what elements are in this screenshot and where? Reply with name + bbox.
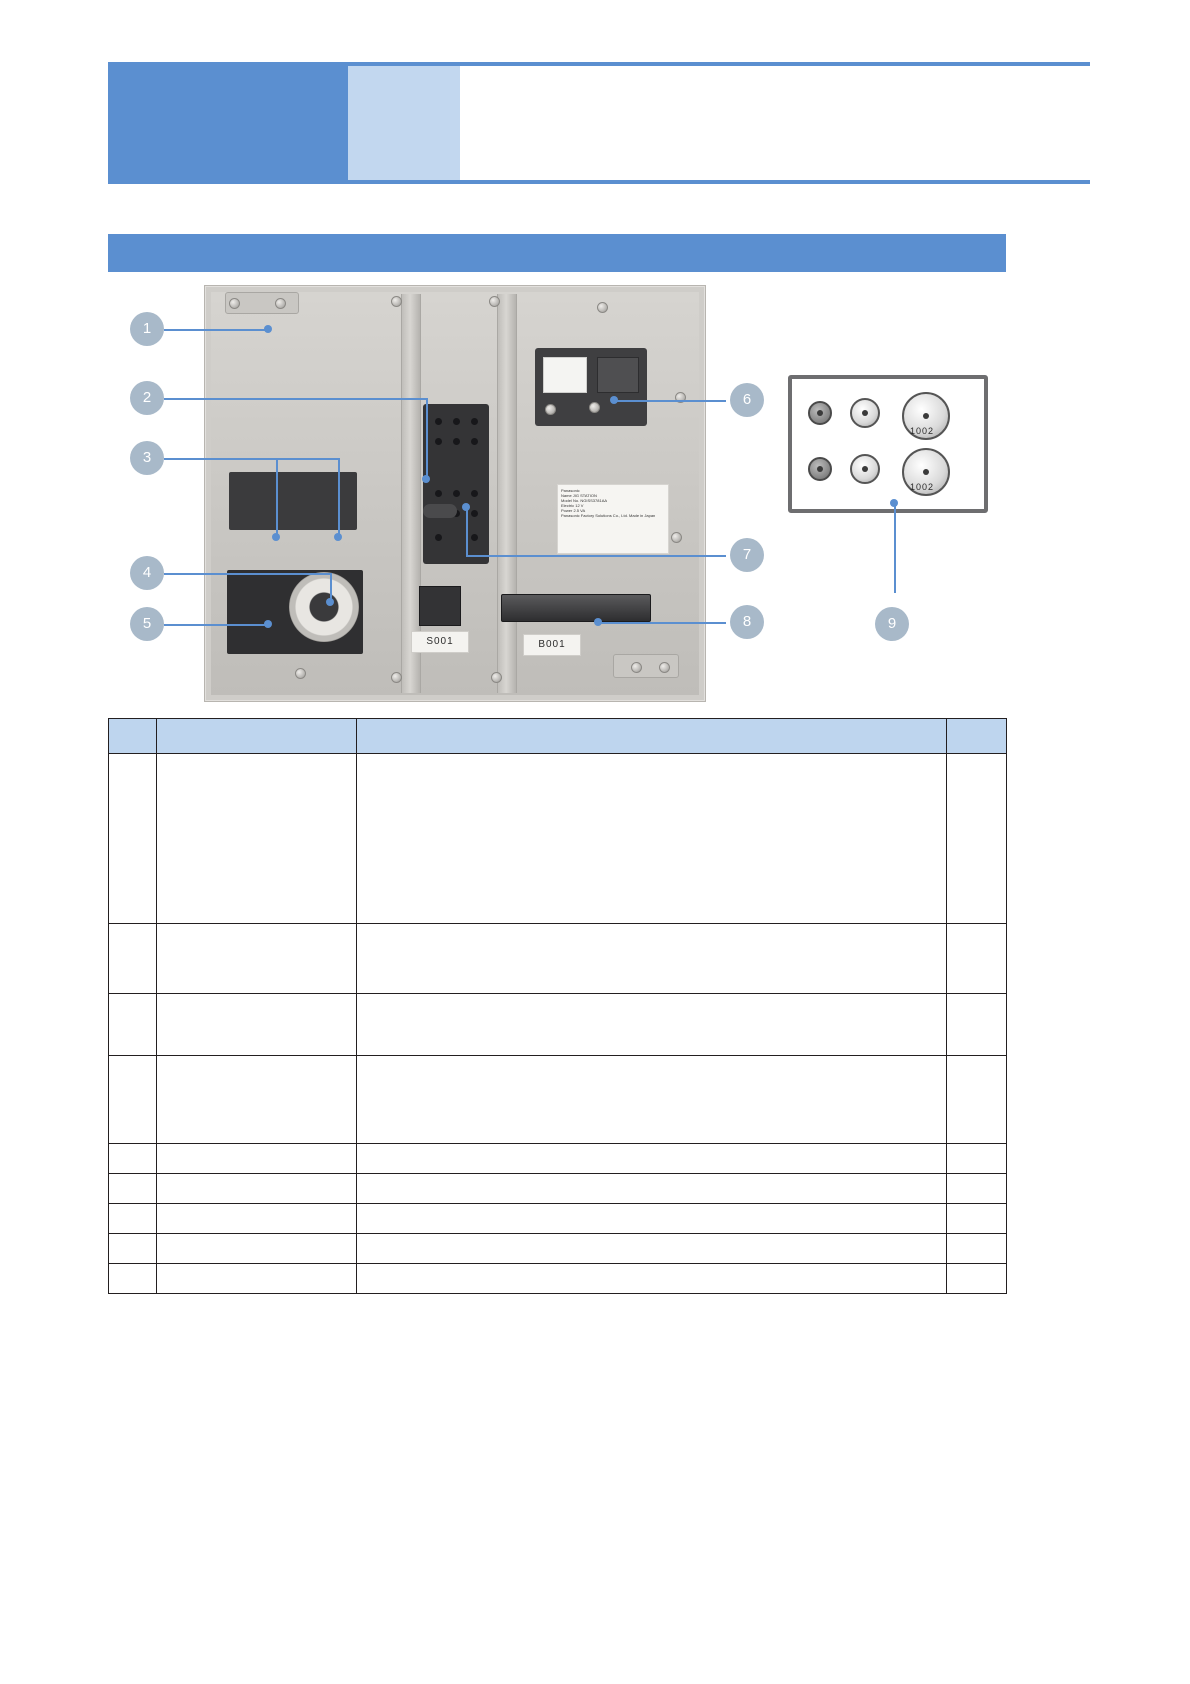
cell-no [109,924,157,994]
module-window [543,357,587,393]
center-marker [423,504,457,518]
cell-desc [357,994,947,1056]
inset-pin-4 [850,454,880,484]
cell-no [109,1264,157,1294]
table-row [109,1144,1007,1174]
callout-2[interactable]: 2 [130,381,164,415]
table-header-row [109,719,1007,754]
leader-2 [164,398,426,400]
nameplate-line2: Model No. NGISS3781AA [561,498,608,503]
col-header-desc [357,719,947,754]
leader-1-dot [264,325,272,333]
cell-no [109,994,157,1056]
barcode-tag-label: B001 [523,634,581,656]
callout-1[interactable]: 1 [130,312,164,346]
callout-7[interactable]: 7 [730,538,764,572]
leader-3-dot2 [334,533,342,541]
leader-3-v1 [276,458,278,536]
leader-7-dot [462,503,470,511]
header-chapter-block [108,66,348,180]
leader-6-dot [610,396,618,404]
col-header-no [109,719,157,754]
inset-nozzle-1-label: 1002 [910,426,935,436]
inset-pin-3 [808,457,832,481]
leader-9-dot [890,499,898,507]
nameplate-line5: Panasonic Factory Solutions Co., Ltd. Made in Japan [561,513,656,518]
nameplate [557,484,669,554]
cell-no [109,1174,157,1204]
cell-name [157,1204,357,1234]
cell-desc [357,754,947,924]
cell-name [157,1144,357,1174]
cell-desc [357,1144,947,1174]
cell-name [157,1174,357,1204]
cell-no [109,1056,157,1144]
table-row [109,1174,1007,1204]
cell-no [109,1234,157,1264]
cell-desc [357,924,947,994]
figure-assembly-diagram [108,285,1008,715]
leader-4-h2 [276,573,332,575]
cell-no [109,1144,157,1174]
header-rule-bottom [108,180,1090,184]
module-display [597,357,639,393]
leader-6 [616,400,726,402]
table-row [109,1234,1007,1264]
inset-pin-1 [808,401,832,425]
cell-ref [947,1174,1007,1204]
leader-3-h2 [276,458,338,460]
section-title-bar [108,234,1006,272]
leader-4 [164,573,276,575]
controller-module [535,348,647,426]
leader-9-v [894,503,896,593]
leader-3-v2 [338,458,340,536]
callout-5[interactable]: 5 [130,607,164,641]
cell-ref [947,1144,1007,1174]
cell-name [157,1056,357,1144]
rotary-wheel [289,572,359,642]
barcode-reader [501,594,651,622]
cell-ref [947,1234,1007,1264]
leader-7 [466,555,726,557]
cell-ref [947,754,1007,924]
cell-name [157,924,357,994]
table-row [109,924,1007,994]
cell-ref [947,1264,1007,1294]
callout-3[interactable]: 3 [130,441,164,475]
leader-5 [164,624,268,626]
detail-inset [788,375,988,513]
leader-3 [164,458,276,460]
nameplate-line1: Name JIG STATION [561,493,597,498]
leader-3-dot1 [272,533,280,541]
table-row [109,1264,1007,1294]
nameplate-line3: Electric 12 V [561,503,584,508]
page-header [108,62,1090,184]
cell-no [109,754,157,924]
nameplate-brand: Panasonic [561,488,580,493]
leader-5-dot [264,620,272,628]
cell-desc [357,1056,947,1144]
cell-desc [357,1204,947,1234]
guide-rail-right [497,294,517,693]
table-row [109,1204,1007,1234]
machine-photo [204,285,706,702]
table-row [109,994,1007,1056]
callout-4[interactable]: 4 [130,556,164,590]
leader-2-dot [422,475,430,483]
table-row [109,1056,1007,1144]
callout-8[interactable]: 8 [730,605,764,639]
inset-nozzle-2-label: 1002 [910,482,935,492]
leader-1 [164,329,268,331]
sensor-tag-label: S001 [411,631,469,653]
nameplate-line4: Power 2.5 VA [561,508,586,513]
leader-7-v [466,507,468,555]
cell-ref [947,1204,1007,1234]
cell-desc [357,1234,947,1264]
cell-ref [947,1056,1007,1144]
cell-desc [357,1174,947,1204]
parts-table [108,718,1007,1294]
callout-9[interactable]: 9 [875,607,909,641]
leader-2-v [426,398,428,478]
cell-name [157,1234,357,1264]
header-section-block [348,66,460,180]
cell-desc [357,1264,947,1294]
cell-ref [947,924,1007,994]
leader-4-v [330,573,332,601]
cell-name [157,994,357,1056]
table-row [109,754,1007,924]
inset-pin-2 [850,398,880,428]
col-header-ref [947,719,1007,754]
cell-ref [947,994,1007,1056]
cell-name [157,754,357,924]
sensor-module [419,586,461,626]
col-header-name [157,719,357,754]
center-hole-block [423,404,489,564]
cell-name [157,1264,357,1294]
callout-6[interactable]: 6 [730,383,764,417]
leader-8 [600,622,726,624]
cell-no [109,1204,157,1234]
leader-8-dot [594,618,602,626]
